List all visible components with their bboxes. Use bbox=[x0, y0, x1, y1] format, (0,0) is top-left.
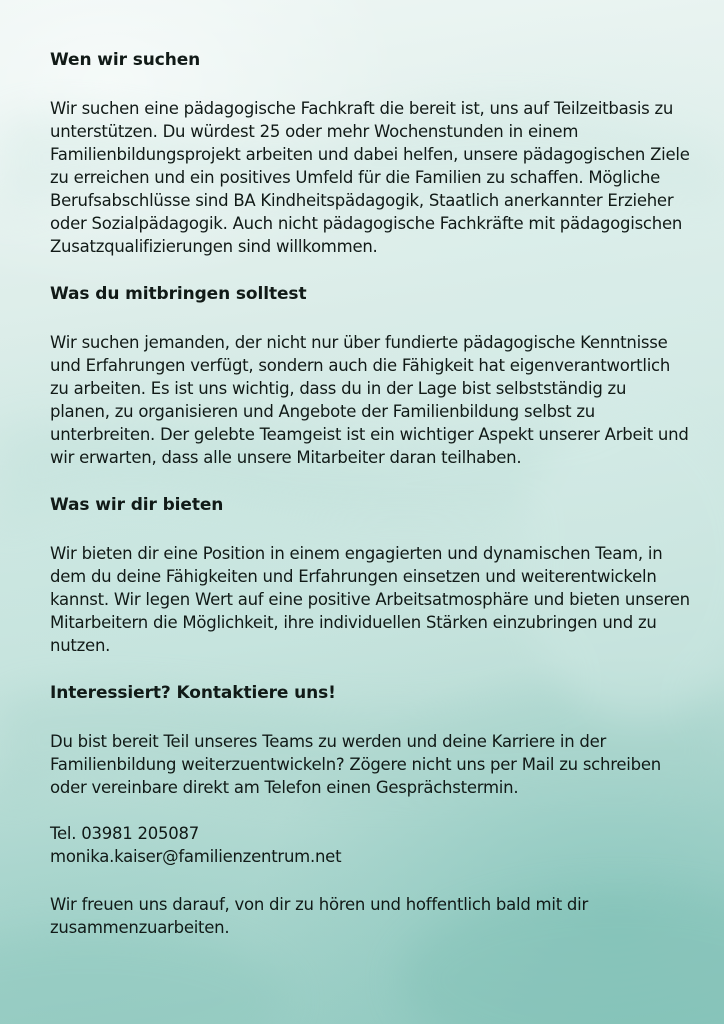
section-paragraph: Du bist bereit Teil unseres Teams zu werden und deine Karriere in der Familienbildung weiterzuentwickeln? Zögere nicht uns per Mail zu schreiben oder vereinbare direkt am Telefon einen Gesprächstermin. bbox=[50, 732, 661, 797]
section-heading: Wen wir suchen bbox=[50, 50, 201, 70]
email-address[interactable]: monika.kaiser@familienzentrum.net bbox=[50, 847, 342, 866]
section-heading: Was wir dir bieten bbox=[50, 495, 224, 515]
section-who-we-seek bbox=[50, 48, 690, 258]
section-heading: Was du mitbringen solltest bbox=[50, 284, 307, 304]
section-paragraph: Wir suchen eine pädagogische Fachkraft die bereit ist, uns auf Teilzeitbasis zu unterstützen. Du würdest 25 oder mehr Wochenstunden in einem Familienbildungsprojekt arbeiten und dabei helfen, unsere pädagogischen Ziele zu erreichen und ein positives Umfeld für die Familien zu schaffen. Mögliche Berufsabschlüsse sind BA Kindheitspädagogik, Staatlich anerkannter Erzieher oder Sozialpädagogik. Auch nicht pädagogische Fachkräfte mit pädagogischen Zusatzqualifizierungen sind willkommen. bbox=[50, 99, 690, 256]
section-contact bbox=[50, 681, 690, 939]
section-what-we-offer bbox=[50, 493, 690, 657]
job-posting-content bbox=[50, 48, 690, 939]
closing-text: Wir freuen uns darauf, von dir zu hören und hoffentlich bald mit dir zusammenzuarbeiten. bbox=[50, 895, 589, 937]
section-heading: Interessiert? Kontaktiere uns! bbox=[50, 683, 336, 703]
section-paragraph: Wir bieten dir eine Position in einem engagierten und dynamischen Team, in dem du deine Fähigkeiten und Erfahrungen einsetzen und weiterentwickeln kannst. Wir legen Wert auf eine positive Arbeitsatmosphäre und bieten unseren Mitarbeitern die Möglichkeit, ihre individuellen Stärken einzubringen und zu nutzen. bbox=[50, 544, 690, 655]
section-paragraph: Wir suchen jemanden, der nicht nur über fundierte pädagogische Kenntnisse und Erfahrungen verfügt, sondern auch die Fähigkeit hat eigenverantwortlich zu arbeiten. Es ist uns wichtig, dass du in der Lage bist selbstständig zu planen, zu organisieren und Angebote der Familienbildung selbst zu unterbreiten. Der gelebte Teamgeist ist ein wichtiger Aspekt unserer Arbeit und wir erwarten, dass alle unsere Mitarbeiter daran teilhaben. bbox=[50, 333, 689, 467]
section-requirements bbox=[50, 282, 690, 469]
phone-number: Tel. 03981 205087 bbox=[50, 824, 199, 843]
